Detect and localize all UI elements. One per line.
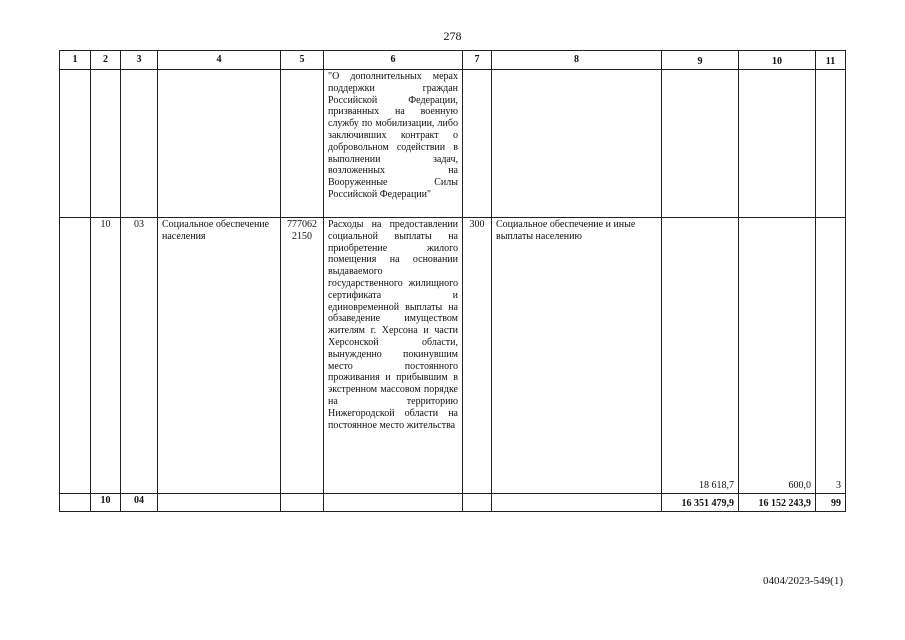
subsection-code: 03: [121, 218, 158, 494]
subsection-name: Социальное обеспечение населения: [158, 218, 281, 494]
header-cell: 2: [91, 51, 121, 70]
budget-table: [59, 50, 846, 512]
header-cell: 8: [492, 51, 662, 70]
section-code: 10: [91, 218, 121, 494]
cell: [463, 70, 492, 218]
cell: [463, 494, 492, 512]
cell: [324, 494, 463, 512]
total-row: [60, 494, 846, 512]
cell: [158, 70, 281, 218]
table-row: [60, 70, 846, 218]
header-cell: 6: [324, 51, 463, 70]
cell: [816, 70, 846, 218]
section-code: 10: [91, 494, 121, 512]
cell: [492, 70, 662, 218]
cell: [492, 494, 662, 512]
header-cell: 3: [121, 51, 158, 70]
amount-col10: 600,0: [739, 218, 816, 494]
cell: [662, 70, 739, 218]
cell: [158, 494, 281, 512]
header-cell: 9: [662, 51, 739, 70]
header-cell: 1: [60, 51, 91, 70]
header-cell: 4: [158, 51, 281, 70]
total-col11: 99: [816, 494, 846, 512]
expense-type-name: Социальное обеспечение и иные выплаты населению: [492, 218, 662, 494]
total-col9: 16 351 479,9: [662, 494, 739, 512]
cell: [121, 70, 158, 218]
cell: [739, 70, 816, 218]
cell: [60, 494, 91, 512]
document-id: 0404/2023-549(1): [762, 575, 843, 587]
amount-col11: 3: [816, 218, 846, 494]
header-cell: 5: [281, 51, 324, 70]
target-article-code: 777062 2150: [281, 218, 324, 494]
cell: [281, 494, 324, 512]
total-col10: 16 152 243,9: [739, 494, 816, 512]
header-cell: 10: [739, 51, 816, 70]
header-row: [60, 51, 846, 70]
subsection-code: 04: [121, 494, 158, 512]
page-number: 278: [443, 29, 462, 43]
cell: [91, 70, 121, 218]
table-row: [60, 218, 846, 494]
description-cell: "О дополнительных мерах поддержки граждан Российской Федерации, призванных на военную службу по мобилизации, либо заключивших контракт о добровольном содействии в выполнении задач, возложенных на Вооруженные Силы Российской Федерации": [324, 70, 463, 218]
description-cell: Расходы на предоставлении социальной выплаты на приобретение жилого помещения на основании выдаваемого государственного жилищного сертификата и единовременной выплаты на обзаведение имуществом жителям г. Херсона и части Херсонской области, вынужденно покинувшим место постоянного проживания и прибывшим в экстренном массовом порядке на территорию Нижегородской области на постоянное место жительства: [324, 218, 463, 494]
cell: [281, 70, 324, 218]
header-cell: 11: [816, 51, 846, 70]
cell: [60, 70, 91, 218]
expense-type-code: 300: [463, 218, 492, 494]
header-cell: 7: [463, 51, 492, 70]
amount-col9: 18 618,7: [662, 218, 739, 494]
cell: [60, 218, 91, 494]
